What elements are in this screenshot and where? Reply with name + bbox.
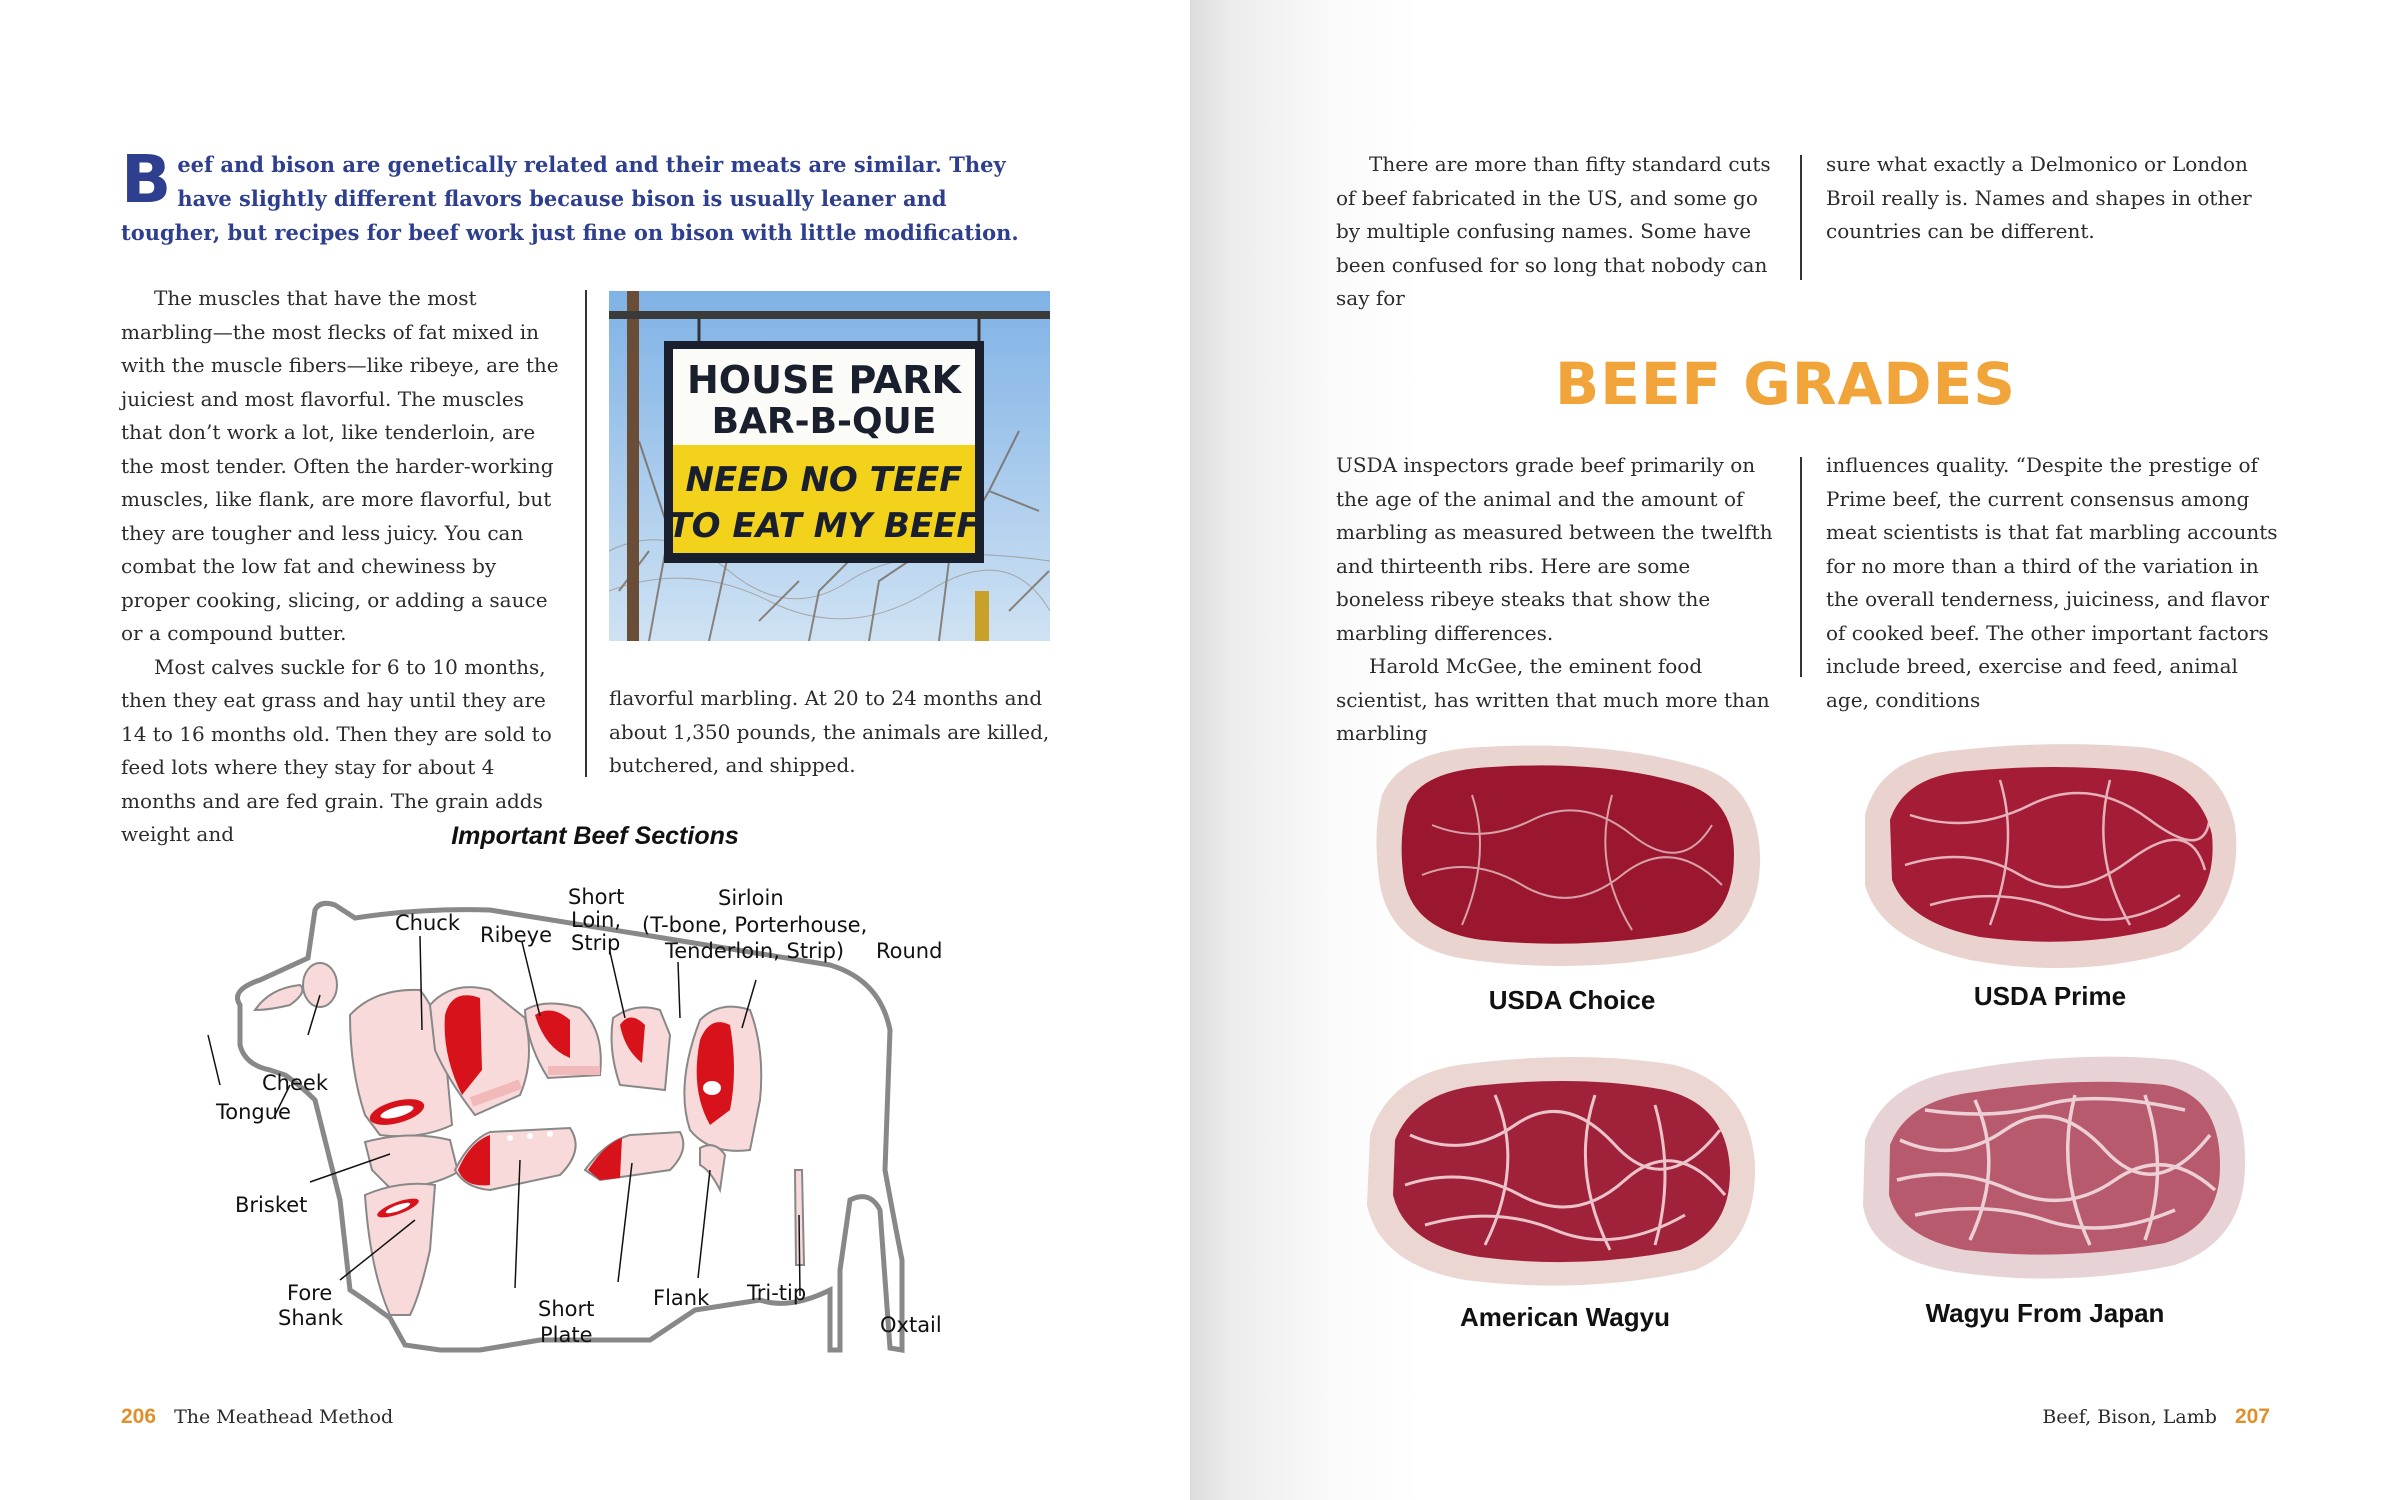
- sign-text-4: TO EAT MY BEEF: [668, 506, 980, 546]
- paragraph: flavorful marbling. At 20 to 24 months and about 1,350 pounds, the animals are killed, butchered, and shipped.: [609, 686, 1050, 777]
- label-brisket: Brisket: [235, 1193, 308, 1217]
- cheek-cut: [303, 963, 337, 1007]
- sign-text-3: NEED NO TEEF: [685, 460, 963, 500]
- paragraph: USDA inspectors grade beef primarily on the age of the animal and the amount of marbling as measured between the twelfth and thirteenth ribs. Here are some boneless ribeye steaks that show the marbling differences.: [1336, 453, 1773, 645]
- caption-wagyu-from-japan: Wagyu From Japan: [1925, 1298, 2165, 1328]
- caption-american-wagyu: American Wagyu: [1460, 1302, 1670, 1332]
- grades-column-2: [1826, 449, 2286, 717]
- paragraph: There are more than fifty standard cuts of beef fabricated in the US, and some go by multiple confusing names. Some have been confused for so long that nobody can say for: [1336, 152, 1771, 310]
- tongue-cut: [255, 985, 302, 1010]
- left-folio: [121, 1405, 393, 1429]
- left-page: [0, 0, 1190, 1500]
- label-oxtail: Oxtail: [880, 1313, 942, 1337]
- page-number: 207: [2234, 1405, 2270, 1428]
- label-fore-shank-2: Shank: [278, 1306, 343, 1330]
- paragraph: influences quality. “Despite the prestige of Prime beef, the current consensus among meat scientists is that fat marbling accounts for no more than a third of the variation in the overall tenderness, juiciness, and flavor of cooked beef. The other important factors include breed, exercise and feed, animal age, conditions: [1826, 453, 2278, 712]
- label-sirloin-2: (T-bone, Porterhouse,: [642, 913, 868, 937]
- label-ribeye: Ribeye: [480, 923, 553, 947]
- label-flank: Flank: [653, 1286, 710, 1310]
- section-heading: BEEF GRADES: [1555, 350, 2016, 418]
- right-folio: [1990, 1405, 2270, 1429]
- steak-wagyu-japan-image: [1845, 1040, 2255, 1294]
- label-short-plate-2: Plate: [540, 1323, 593, 1347]
- steak-american-wagyu-image: [1355, 1045, 1775, 1299]
- label-short-loin-3: Strip: [571, 931, 621, 955]
- grades-column-1: [1336, 449, 1776, 751]
- right-top-column-1: [1336, 148, 1776, 316]
- label-cheek: Cheek: [262, 1071, 328, 1095]
- sign-text-1: HOUSE PARK: [687, 358, 961, 402]
- left-column-2: [609, 682, 1059, 783]
- label-short-loin-2: Loin,: [571, 908, 621, 932]
- caption-usda-prime: USDA Prime: [1973, 981, 2127, 1011]
- page-number: 206: [121, 1405, 157, 1428]
- label-chuck: Chuck: [395, 911, 460, 935]
- paragraph: Most calves suckle for 6 to 10 months, then they eat grass and hay until they are 14 to 16 months old. Then they are sold to feed lots where they stay for about 4 months and are fed grain. The grain adds weight and: [121, 654, 552, 846]
- label-tri-tip: Tri-tip: [747, 1281, 807, 1305]
- column-rule: [585, 290, 587, 777]
- tri-tip-cut: [700, 1145, 725, 1190]
- paragraph: sure what exactly a Delmonico or London Broil really is. Names and shapes in other countries can be different.: [1826, 152, 2252, 243]
- label-short-plate-1: Short: [538, 1297, 595, 1321]
- sign-text-2: BAR-B-QUE: [711, 401, 937, 442]
- label-sirloin-3: Tenderloin, Strip): [665, 939, 845, 963]
- diagram-title: Important Beef Sections: [451, 822, 739, 850]
- intro-text: eef and bison are genetically related and their meats are similar. They have slightly different flavors because bison is usually leaner and tougher, but recipes for beef work just fine on bison with little modification.: [121, 152, 1019, 245]
- label-tongue: Tongue: [216, 1100, 291, 1124]
- right-top-column-2: [1826, 148, 2276, 249]
- steak-usda-prime-image: [1850, 735, 2250, 979]
- label-round: Round: [876, 939, 943, 963]
- intro-paragraph: [121, 141, 1033, 250]
- running-title: Beef, Bison, Lamb: [2042, 1406, 2217, 1428]
- running-title: The Meathead Method: [174, 1406, 394, 1428]
- drop-cap: B: [121, 141, 172, 218]
- label-short-loin-1: Short: [568, 885, 625, 909]
- label-sirloin-1: Sirloin: [718, 886, 784, 910]
- paragraph: Harold McGee, the eminent food scientist, has written that much more than marbling: [1336, 654, 1770, 745]
- column-rule: [1800, 155, 1802, 280]
- barbecue-sign-photo: [609, 291, 1050, 641]
- caption-usda-choice: USDA Choice: [1488, 985, 1656, 1015]
- steak-usda-choice-image: [1362, 735, 1782, 979]
- paragraph: The muscles that have the most marbling—the most flecks of fat mixed in with the muscle fibers—like ribeye, are the juiciest and most flavorful. The muscles that don’t work a lot, like tenderloin, are the most tender. Often the harder-working muscles, like flank, are more flavorful, but they are tougher and less juicy. You can combat the low fat and chewiness by proper cooking, slicing, or adding a sauce or a compound butter.: [121, 286, 559, 645]
- column-rule: [1800, 457, 1802, 677]
- brisket-cut: [365, 1135, 458, 1188]
- beef-cuts-diagram: [190, 870, 980, 1370]
- label-fore-shank-1: Fore: [287, 1281, 333, 1305]
- left-column-1: [121, 282, 561, 852]
